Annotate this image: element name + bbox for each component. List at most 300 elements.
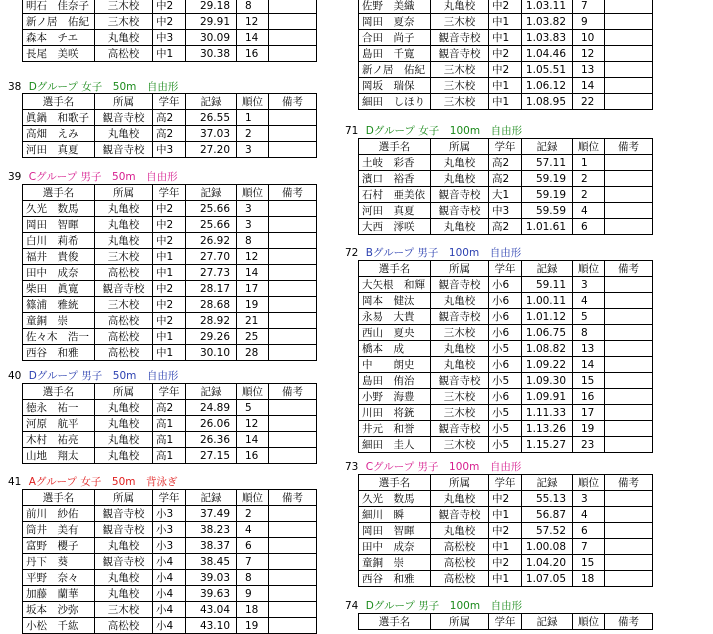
record-time: 27.70 — [186, 249, 237, 265]
table-row — [23, 201, 317, 217]
column-header-grade: 学年 — [153, 94, 186, 110]
grade: 高2 — [489, 171, 522, 187]
record-time: 59.11 — [522, 277, 573, 293]
table-39 — [22, 184, 317, 361]
grade: 中2 — [489, 62, 522, 78]
swimmer-name: 大西 澪咲 — [359, 219, 431, 235]
table-row — [359, 62, 653, 78]
grade: 小3 — [153, 522, 186, 538]
section-number: 40 — [8, 370, 22, 382]
swimmer-name: 平野 奈々 — [23, 570, 95, 586]
column-header-record-time: 記録 — [186, 94, 237, 110]
swimmer-name: 橋本 成 — [359, 341, 431, 357]
section-heading: Dグループ 女子 50m 自由形 — [28, 81, 179, 93]
table-header-row — [359, 261, 653, 277]
swimmer-name: 木村 祐亮 — [23, 432, 95, 448]
grade: 中1 — [489, 539, 522, 555]
record-time: 39.63 — [186, 586, 237, 602]
grade: 小3 — [153, 538, 186, 554]
swimmer-name: 佐野 美織 — [359, 0, 431, 14]
grade: 小4 — [153, 554, 186, 570]
rank: 17 — [237, 281, 269, 297]
column-header-record-time: 記録 — [522, 261, 573, 277]
club: 丸亀校 — [431, 357, 489, 373]
table-row — [359, 14, 653, 30]
remarks — [605, 171, 653, 187]
record-time: 57.11 — [522, 155, 573, 171]
swimmer-name: 童銅 崇 — [23, 313, 95, 329]
column-header-remarks: 備考 — [269, 185, 317, 201]
remarks — [269, 0, 317, 14]
grade: 高2 — [489, 155, 522, 171]
club: 観音寺校 — [95, 506, 153, 522]
table-row — [23, 265, 317, 281]
club: 観音寺校 — [431, 30, 489, 46]
remarks — [605, 539, 653, 555]
table-row — [23, 14, 317, 30]
results-table-73 — [358, 474, 653, 587]
swimmer-name: 石村 亜美依 — [359, 187, 431, 203]
column-header-club: 所属 — [431, 261, 489, 277]
rank: 12 — [237, 249, 269, 265]
record-time: 29.18 — [186, 0, 237, 14]
rank: 9 — [237, 586, 269, 602]
remarks — [269, 522, 317, 538]
record-time: 43.04 — [186, 602, 237, 618]
table-row — [23, 297, 317, 313]
section-title-72 — [345, 246, 521, 260]
results-table-37-continued — [22, 0, 317, 62]
table-row — [23, 142, 317, 158]
record-time: 1.15.27 — [522, 437, 573, 453]
column-header-swimmer-name: 選手名 — [23, 384, 95, 400]
record-time: 38.45 — [186, 554, 237, 570]
table-header-row — [23, 490, 317, 506]
swimmer-name: 大矢根 和輝 — [359, 277, 431, 293]
table-row — [359, 219, 653, 235]
table-row — [23, 345, 317, 361]
rank: 7 — [573, 539, 605, 555]
table-row — [23, 0, 317, 14]
section-title-41 — [8, 475, 178, 489]
rank: 8 — [237, 570, 269, 586]
club: 三木校 — [95, 602, 153, 618]
remarks — [269, 297, 317, 313]
remarks — [605, 309, 653, 325]
grade: 小6 — [489, 389, 522, 405]
grade: 中1 — [489, 571, 522, 587]
club: 三木校 — [431, 94, 489, 110]
table-row — [23, 217, 317, 233]
rank: 14 — [573, 357, 605, 373]
table-row — [359, 277, 653, 293]
rank: 2 — [237, 126, 269, 142]
grade: 中2 — [153, 14, 186, 30]
swimmer-name: 童銅 崇 — [359, 555, 431, 571]
grade: 小4 — [153, 618, 186, 634]
rank: 15 — [573, 555, 605, 571]
rank: 6 — [573, 523, 605, 539]
grade: 中2 — [489, 555, 522, 571]
club: 丸亀校 — [95, 217, 153, 233]
column-header-club: 所属 — [95, 384, 153, 400]
remarks — [605, 62, 653, 78]
column-header-grade: 学年 — [489, 139, 522, 155]
remarks — [269, 432, 317, 448]
swimmer-name: 河田 真夏 — [23, 142, 95, 158]
column-header-club: 所属 — [431, 475, 489, 491]
section-title-38 — [8, 80, 178, 94]
column-header-grade: 学年 — [153, 384, 186, 400]
swimmer-name: 筒井 美有 — [23, 522, 95, 538]
swimmer-name: 小松 千紘 — [23, 618, 95, 634]
record-time: 25.66 — [186, 201, 237, 217]
column-header-club: 所属 — [95, 490, 153, 506]
remarks — [605, 0, 653, 14]
section-title-73 — [345, 460, 521, 474]
swimmer-name: 岡田 夏奈 — [359, 14, 431, 30]
rank: 5 — [573, 309, 605, 325]
club: 丸亀校 — [95, 126, 153, 142]
table-row — [23, 554, 317, 570]
remarks — [269, 30, 317, 46]
record-time: 27.20 — [186, 142, 237, 158]
table-40 — [22, 383, 317, 464]
club: 高松校 — [95, 313, 153, 329]
grade: 中2 — [153, 233, 186, 249]
table-row — [23, 538, 317, 554]
record-time: 29.26 — [186, 329, 237, 345]
swimmer-name: 河原 航平 — [23, 416, 95, 432]
remarks — [605, 507, 653, 523]
club: 丸亀校 — [431, 293, 489, 309]
grade: 高2 — [153, 126, 186, 142]
remarks — [269, 618, 317, 634]
swimmer-name: 白川 莉希 — [23, 233, 95, 249]
table-row — [23, 432, 317, 448]
record-time: 1.09.30 — [522, 373, 573, 389]
table-row — [23, 46, 317, 62]
record-time: 30.38 — [186, 46, 237, 62]
record-time: 1.06.12 — [522, 78, 573, 94]
section-number: 41 — [8, 476, 22, 488]
section-heading: Cグループ 男子 100m 自由形 — [365, 461, 522, 473]
column-header-grade: 学年 — [489, 475, 522, 491]
column-header-swimmer-name: 選手名 — [359, 614, 431, 630]
swimmer-name: 西山 夏央 — [359, 325, 431, 341]
swimmer-name: 丹下 葵 — [23, 554, 95, 570]
remarks — [605, 325, 653, 341]
club: 観音寺校 — [95, 554, 153, 570]
club: 丸亀校 — [95, 448, 153, 464]
swimmer-name: 田中 成奈 — [359, 539, 431, 555]
column-header-rank: 順位 — [237, 490, 269, 506]
club: 丸亀校 — [95, 538, 153, 554]
swimmer-name: 佐々木 浩一 — [23, 329, 95, 345]
table-row — [23, 400, 317, 416]
remarks — [605, 46, 653, 62]
record-time: 37.03 — [186, 126, 237, 142]
club: 丸亀校 — [95, 586, 153, 602]
rank: 8 — [237, 0, 269, 14]
table-row — [359, 539, 653, 555]
rank: 14 — [237, 432, 269, 448]
column-header-swimmer-name: 選手名 — [359, 475, 431, 491]
section-number: 74 — [345, 600, 359, 612]
table-row — [23, 618, 317, 634]
swimmer-name: 岡坂 瑞保 — [359, 78, 431, 94]
swimmer-name: 森本 チエ — [23, 30, 95, 46]
record-time: 26.55 — [186, 110, 237, 126]
grade: 中2 — [489, 46, 522, 62]
rank: 28 — [237, 345, 269, 361]
grade: 小6 — [489, 309, 522, 325]
record-time: 1.06.75 — [522, 325, 573, 341]
remarks — [605, 491, 653, 507]
rank: 4 — [573, 203, 605, 219]
grade: 中1 — [153, 329, 186, 345]
section-number: 38 — [8, 81, 22, 93]
column-header-grade: 学年 — [153, 490, 186, 506]
rank: 4 — [573, 293, 605, 309]
rank: 8 — [573, 325, 605, 341]
table-row — [23, 506, 317, 522]
record-time: 1.09.22 — [522, 357, 573, 373]
club: 観音寺校 — [95, 522, 153, 538]
remarks — [269, 249, 317, 265]
remarks — [269, 142, 317, 158]
record-time: 1.08.82 — [522, 341, 573, 357]
record-time: 28.68 — [186, 297, 237, 313]
record-time: 43.10 — [186, 618, 237, 634]
record-time: 1.08.95 — [522, 94, 573, 110]
remarks — [605, 571, 653, 587]
rank: 4 — [573, 507, 605, 523]
rank: 3 — [237, 142, 269, 158]
rank: 23 — [573, 437, 605, 453]
swimmer-name: 井元 和誉 — [359, 421, 431, 437]
grade: 小6 — [489, 293, 522, 309]
grade: 中2 — [153, 297, 186, 313]
rank: 3 — [237, 201, 269, 217]
swimmer-name: 土岐 彩香 — [359, 155, 431, 171]
section-heading: Dグループ 女子 100m 自由形 — [365, 125, 523, 137]
column-header-club: 所属 — [431, 614, 489, 630]
remarks — [605, 219, 653, 235]
record-time: 28.17 — [186, 281, 237, 297]
remarks — [269, 506, 317, 522]
column-header-club: 所属 — [95, 185, 153, 201]
grade: 中2 — [153, 201, 186, 217]
record-time: 1.01.12 — [522, 309, 573, 325]
remarks — [605, 555, 653, 571]
record-time: 1.00.08 — [522, 539, 573, 555]
swimmer-name: 細田 圭人 — [359, 437, 431, 453]
club: 高松校 — [95, 265, 153, 281]
swimmer-name: 岡田 智暉 — [23, 217, 95, 233]
column-header-record-time: 記録 — [186, 384, 237, 400]
section-heading: Cグループ 男子 50m 自由形 — [28, 171, 178, 183]
club: 高松校 — [95, 329, 153, 345]
record-time: 56.87 — [522, 507, 573, 523]
results-table-38 — [22, 93, 317, 158]
swimmer-name: 長尾 美咲 — [23, 46, 95, 62]
rank: 17 — [573, 405, 605, 421]
swimmer-name: 久光 数馬 — [359, 491, 431, 507]
remarks — [269, 554, 317, 570]
column-header-record-time: 記録 — [186, 185, 237, 201]
table-row — [359, 389, 653, 405]
table-row — [359, 507, 653, 523]
section-number: 39 — [8, 171, 22, 183]
club: 丸亀校 — [95, 416, 153, 432]
rank: 9 — [573, 14, 605, 30]
swimmer-name: 高畑 えみ — [23, 126, 95, 142]
swimmer-name: 永易 大貴 — [359, 309, 431, 325]
grade: 高2 — [153, 400, 186, 416]
record-time: 1.04.46 — [522, 46, 573, 62]
club: 丸亀校 — [431, 341, 489, 357]
grade: 中1 — [153, 265, 186, 281]
remarks — [269, 329, 317, 345]
record-time: 28.92 — [186, 313, 237, 329]
remarks — [605, 94, 653, 110]
rank: 21 — [237, 313, 269, 329]
column-header-remarks: 備考 — [269, 384, 317, 400]
swimmer-name: 福井 貴俊 — [23, 249, 95, 265]
swimmer-name: 岡本 健汰 — [359, 293, 431, 309]
table-header-row — [23, 94, 317, 110]
club: 高松校 — [95, 618, 153, 634]
table-row — [23, 30, 317, 46]
swimmer-name: 小野 海豊 — [359, 389, 431, 405]
grade: 中1 — [489, 30, 522, 46]
column-header-swimmer-name: 選手名 — [359, 139, 431, 155]
swimmer-name: 新ノ居 佑紀 — [359, 62, 431, 78]
table-row — [359, 171, 653, 187]
remarks — [269, 602, 317, 618]
swimmer-name: 加藤 蘭華 — [23, 586, 95, 602]
club: 観音寺校 — [431, 421, 489, 437]
record-time: 29.91 — [186, 14, 237, 30]
remarks — [269, 14, 317, 30]
section-title-74 — [345, 599, 522, 613]
grade: 小6 — [489, 325, 522, 341]
table-row — [23, 249, 317, 265]
table-row — [359, 187, 653, 203]
column-header-remarks: 備考 — [605, 475, 653, 491]
table-header-row — [359, 475, 653, 491]
table-row — [23, 448, 317, 464]
table-row — [359, 421, 653, 437]
table-row — [23, 602, 317, 618]
table-row — [23, 281, 317, 297]
grade: 高1 — [153, 416, 186, 432]
section-title-39 — [8, 170, 178, 184]
club: 三木校 — [431, 405, 489, 421]
rank: 6 — [573, 219, 605, 235]
table-row — [359, 293, 653, 309]
table-row — [359, 203, 653, 219]
results-table-40 — [22, 383, 317, 464]
grade: 中2 — [489, 523, 522, 539]
remarks — [605, 357, 653, 373]
rank: 15 — [573, 373, 605, 389]
results-table-74 — [358, 613, 653, 630]
swimmer-name: 河田 真夏 — [359, 203, 431, 219]
table-row — [23, 416, 317, 432]
club: 観音寺校 — [431, 46, 489, 62]
swimmer-name: 西谷 和雅 — [23, 345, 95, 361]
remarks — [269, 110, 317, 126]
swimmer-name: 久光 数馬 — [23, 201, 95, 217]
rank: 19 — [237, 618, 269, 634]
record-time: 37.49 — [186, 506, 237, 522]
remarks — [269, 233, 317, 249]
column-header-remarks: 備考 — [605, 261, 653, 277]
remarks — [605, 293, 653, 309]
table-row — [359, 437, 653, 453]
club: 三木校 — [431, 78, 489, 94]
swimmer-name: 富野 櫻子 — [23, 538, 95, 554]
column-header-swimmer-name: 選手名 — [359, 261, 431, 277]
remarks — [605, 421, 653, 437]
record-time: 26.06 — [186, 416, 237, 432]
rank: 7 — [573, 0, 605, 14]
swimmer-name: 合田 尚子 — [359, 30, 431, 46]
table-70 — [358, 0, 653, 110]
grade: 小3 — [153, 506, 186, 522]
remarks — [269, 281, 317, 297]
club: 三木校 — [95, 14, 153, 30]
rank: 4 — [237, 522, 269, 538]
record-time: 1.09.91 — [522, 389, 573, 405]
club: 観音寺校 — [95, 281, 153, 297]
swimmer-name: 篠浦 雅統 — [23, 297, 95, 313]
record-time: 59.19 — [522, 171, 573, 187]
swimmer-name: 前川 紗佑 — [23, 506, 95, 522]
club: 三木校 — [431, 325, 489, 341]
record-time: 1.05.51 — [522, 62, 573, 78]
section-number: 71 — [345, 125, 359, 137]
remarks — [605, 523, 653, 539]
column-header-club: 所属 — [431, 139, 489, 155]
club: 観音寺校 — [431, 277, 489, 293]
club: 観音寺校 — [95, 110, 153, 126]
rank: 19 — [237, 297, 269, 313]
grade: 中2 — [153, 217, 186, 233]
swimmer-name: 田中 成奈 — [23, 265, 95, 281]
rank: 5 — [237, 400, 269, 416]
results-table-39 — [22, 184, 317, 361]
record-time: 30.10 — [186, 345, 237, 361]
remarks — [605, 187, 653, 203]
club: 丸亀校 — [95, 30, 153, 46]
grade: 中1 — [489, 14, 522, 30]
rank: 2 — [237, 506, 269, 522]
remarks — [269, 126, 317, 142]
grade: 小5 — [489, 421, 522, 437]
record-time: 1.03.82 — [522, 14, 573, 30]
remarks — [605, 405, 653, 421]
table-row — [23, 126, 317, 142]
column-header-remarks: 備考 — [269, 94, 317, 110]
club: 三木校 — [95, 0, 153, 14]
rank: 22 — [573, 94, 605, 110]
grade: 小4 — [153, 602, 186, 618]
club: 三木校 — [431, 389, 489, 405]
record-time: 1.13.26 — [522, 421, 573, 437]
